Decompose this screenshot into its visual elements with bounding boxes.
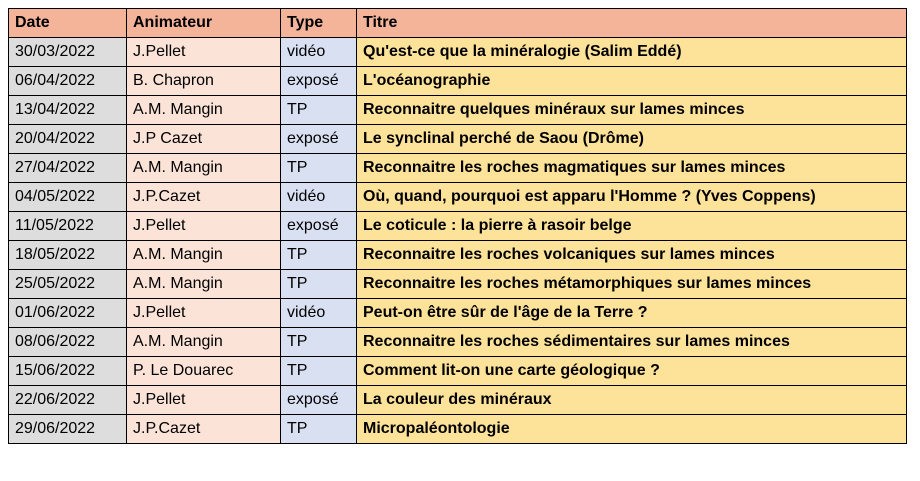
cell-type: exposé <box>281 125 357 154</box>
table-row <box>9 386 907 415</box>
cell-date: 06/04/2022 <box>9 67 127 96</box>
cell-titre: La couleur des minéraux <box>357 386 907 415</box>
cell-date: 29/06/2022 <box>9 415 127 444</box>
cell-animateur: A.M. Mangin <box>127 241 281 270</box>
table-row <box>9 154 907 183</box>
table-row <box>9 328 907 357</box>
cell-titre: Où, quand, pourquoi est apparu l'Homme ? (Yves Coppens) <box>357 183 907 212</box>
cell-animateur: A.M. Mangin <box>127 154 281 183</box>
cell-date: 20/04/2022 <box>9 125 127 154</box>
cell-type: TP <box>281 357 357 386</box>
header-date: Date <box>9 9 127 38</box>
table-row <box>9 241 907 270</box>
cell-animateur: P. Le Douarec <box>127 357 281 386</box>
cell-animateur: J.Pellet <box>127 38 281 67</box>
table-header <box>9 9 907 38</box>
table-row <box>9 125 907 154</box>
cell-titre: Qu'est-ce que la minéralogie (Salim Eddé) <box>357 38 907 67</box>
cell-type: vidéo <box>281 183 357 212</box>
cell-animateur: J.P.Cazet <box>127 415 281 444</box>
table-row <box>9 67 907 96</box>
table-row <box>9 183 907 212</box>
cell-animateur: B. Chapron <box>127 67 281 96</box>
cell-titre: Le coticule : la pierre à rasoir belge <box>357 212 907 241</box>
cell-date: 11/05/2022 <box>9 212 127 241</box>
cell-date: 04/05/2022 <box>9 183 127 212</box>
cell-type: exposé <box>281 212 357 241</box>
table-row <box>9 212 907 241</box>
cell-animateur: J.Pellet <box>127 386 281 415</box>
cell-type: TP <box>281 415 357 444</box>
table-row <box>9 38 907 67</box>
cell-date: 18/05/2022 <box>9 241 127 270</box>
cell-date: 01/06/2022 <box>9 299 127 328</box>
table-row <box>9 415 907 444</box>
cell-type: TP <box>281 270 357 299</box>
table-row <box>9 96 907 125</box>
cell-titre: Comment lit-on une carte géologique ? <box>357 357 907 386</box>
schedule-table <box>8 8 907 444</box>
table-row <box>9 357 907 386</box>
cell-date: 30/03/2022 <box>9 38 127 67</box>
cell-date: 08/06/2022 <box>9 328 127 357</box>
cell-animateur: A.M. Mangin <box>127 270 281 299</box>
cell-date: 25/05/2022 <box>9 270 127 299</box>
table-row <box>9 299 907 328</box>
header-type: Type <box>281 9 357 38</box>
cell-type: TP <box>281 96 357 125</box>
cell-type: TP <box>281 154 357 183</box>
cell-animateur: J.P.Cazet <box>127 183 281 212</box>
header-titre: Titre <box>357 9 907 38</box>
cell-animateur: J.P Cazet <box>127 125 281 154</box>
cell-titre: Reconnaitre les roches magmatiques sur lames minces <box>357 154 907 183</box>
cell-date: 15/06/2022 <box>9 357 127 386</box>
cell-date: 13/04/2022 <box>9 96 127 125</box>
cell-animateur: A.M. Mangin <box>127 96 281 125</box>
cell-animateur: J.Pellet <box>127 299 281 328</box>
cell-titre: Micropaléontologie <box>357 415 907 444</box>
cell-titre: L'océanographie <box>357 67 907 96</box>
table-body <box>9 38 907 444</box>
cell-date: 22/06/2022 <box>9 386 127 415</box>
table-row <box>9 270 907 299</box>
cell-type: exposé <box>281 67 357 96</box>
header-row <box>9 9 907 38</box>
cell-titre: Reconnaitre les roches sédimentaires sur lames minces <box>357 328 907 357</box>
cell-type: TP <box>281 328 357 357</box>
cell-type: vidéo <box>281 299 357 328</box>
cell-type: exposé <box>281 386 357 415</box>
cell-titre: Reconnaitre les roches volcaniques sur lames minces <box>357 241 907 270</box>
header-animateur: Animateur <box>127 9 281 38</box>
cell-date: 27/04/2022 <box>9 154 127 183</box>
cell-type: vidéo <box>281 38 357 67</box>
cell-animateur: A.M. Mangin <box>127 328 281 357</box>
cell-titre: Peut-on être sûr de l'âge de la Terre ? <box>357 299 907 328</box>
cell-titre: Le synclinal perché de Saou (Drôme) <box>357 125 907 154</box>
cell-animateur: J.Pellet <box>127 212 281 241</box>
cell-titre: Reconnaitre quelques minéraux sur lames minces <box>357 96 907 125</box>
cell-titre: Reconnaitre les roches métamorphiques sur lames minces <box>357 270 907 299</box>
cell-type: TP <box>281 241 357 270</box>
